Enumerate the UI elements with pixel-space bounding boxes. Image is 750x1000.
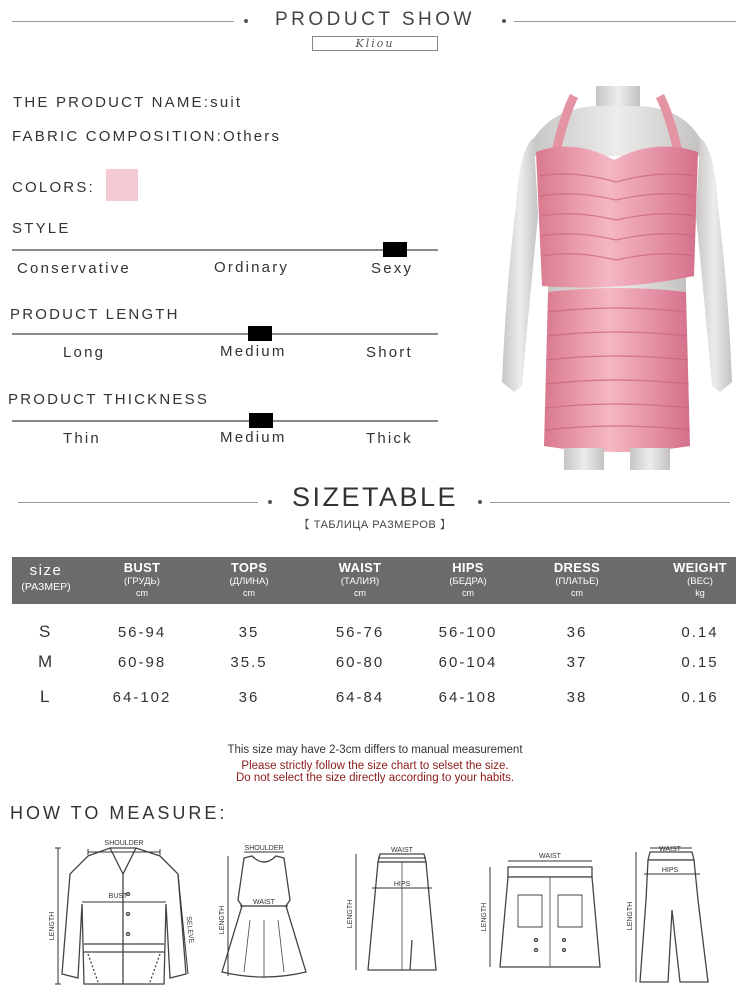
waist-label: WAIST	[539, 853, 561, 860]
thickness-scale-line	[12, 420, 438, 422]
table-cell: 0.14	[681, 624, 719, 641]
mannequin-neck	[596, 86, 640, 108]
thickness-option-medium: Medium	[220, 429, 287, 446]
sizetable-title: SIZETABLE	[291, 482, 459, 512]
header-dot-right	[502, 19, 506, 23]
length-label: LENGTH	[219, 905, 226, 935]
denim-skirt-measure-diagram	[478, 845, 618, 975]
waist-label: WAIST	[253, 899, 275, 906]
measurement-note: This size may have 2-3cm differs to manual measurement	[227, 744, 523, 756]
table-cell: 60-80	[335, 654, 385, 671]
table-cell: S	[39, 622, 51, 641]
product-name: THE PRODUCT NAME:suit	[13, 94, 243, 111]
sizetable-dot-right	[478, 500, 482, 504]
sizetable-line-right	[490, 502, 730, 503]
column-bust: BUST (ГРУДЬ) cm	[123, 560, 161, 598]
style-title: STYLE	[12, 220, 71, 237]
waist-label: WAIST	[391, 847, 413, 854]
length-label: LENGTH	[481, 902, 488, 932]
hips-label: HIPS	[661, 867, 679, 874]
hips-label: HIPS	[393, 881, 411, 888]
length-label: LENGTH	[347, 899, 354, 929]
jacket-measure-diagram	[48, 834, 198, 994]
table-cell: 0.16	[681, 689, 719, 706]
length-scale-line	[12, 333, 438, 335]
column-weight: WEIGHT (ВЕС) kg	[673, 560, 727, 598]
style-scale-line	[12, 249, 438, 251]
column-waist: WAIST (ТАЛИЯ) cm	[338, 560, 382, 598]
size-table-header	[12, 557, 736, 604]
waist-label: WAIST	[659, 846, 681, 853]
table-cell: M	[38, 652, 53, 671]
style-option-ordinary: Ordinary	[214, 259, 290, 276]
thickness-title: PRODUCT THICKNESS	[8, 391, 210, 408]
brand-name: Kliou	[312, 36, 438, 51]
length-label: LENGTH	[49, 911, 56, 941]
table-cell: 64-84	[335, 689, 385, 706]
table-cell: 60-104	[438, 654, 498, 671]
style-scale-marker	[383, 242, 407, 257]
shoulder-label: SHOULDER	[104, 840, 144, 847]
length-option-short: Short	[366, 344, 413, 361]
sleeve-label: SELEVE	[184, 915, 195, 944]
mannequin-left-arm	[502, 138, 538, 392]
style-option-sexy: Sexy	[371, 260, 414, 277]
product-photo	[494, 86, 740, 470]
column-hips: HIPS (БЕДРА) cm	[449, 560, 487, 598]
table-cell: 56-94	[117, 624, 167, 641]
sizetable-subtitle: 【 ТАБЛИЦА РАЗМЕРОВ 】	[298, 519, 452, 531]
ruched-top	[536, 147, 698, 288]
length-option-medium: Medium	[220, 343, 287, 360]
size-warning-1: Please strictly follow the size chart to selset the size.	[241, 760, 509, 772]
length-label: LENGTH	[627, 901, 634, 931]
table-cell: 0.15	[681, 654, 719, 671]
table-cell: 38	[566, 689, 588, 706]
mannequin-right-arm	[696, 138, 732, 392]
shoulder-label: SHOULDER	[244, 845, 284, 852]
table-cell: 64-102	[112, 689, 172, 706]
mannequin-right-leg	[630, 448, 670, 470]
thickness-scale-marker	[249, 413, 273, 428]
page-title: PRODUCT SHOW	[275, 9, 475, 30]
color-swatch[interactable]	[106, 169, 138, 201]
table-cell: 36	[566, 624, 588, 641]
mannequin-left-leg	[564, 448, 604, 470]
table-cell: 56-100	[438, 624, 498, 641]
table-cell: 35	[238, 624, 260, 641]
thickness-option-thin: Thin	[63, 430, 101, 447]
table-cell: 60-98	[117, 654, 167, 671]
header-line-right	[514, 21, 736, 22]
column-size: size (РАЗМЕР)	[21, 562, 71, 593]
table-cell: 35.5	[230, 654, 268, 671]
column-tops: TOPS (ДЛИНА) cm	[229, 560, 269, 598]
fabric-composition: FABRIC COMPOSITION:Others	[12, 128, 282, 145]
table-cell: 37	[566, 654, 588, 671]
table-cell: L	[40, 687, 50, 706]
length-title: PRODUCT LENGTH	[10, 306, 180, 323]
style-option-conservative: Conservative	[17, 260, 131, 277]
thickness-option-thick: Thick	[366, 430, 413, 447]
table-cell: 56-76	[335, 624, 385, 641]
table-cell: 64-108	[438, 689, 498, 706]
bust-label: BUST	[108, 893, 128, 900]
colors-label: COLORS:	[12, 179, 95, 196]
size-warning-2: Do not select the size directly according to your habits.	[235, 772, 515, 784]
skirt-measure-diagram	[340, 840, 450, 990]
length-option-long: Long	[63, 344, 106, 361]
table-cell: 36	[238, 689, 260, 706]
pants-measure-diagram	[622, 840, 722, 992]
how-to-measure-title: HOW TO MEASURE:	[10, 803, 228, 823]
length-scale-marker	[248, 326, 272, 341]
column-dress: DRESS (ПЛАТЬЕ) cm	[553, 560, 601, 598]
dress-measure-diagram	[214, 840, 314, 990]
